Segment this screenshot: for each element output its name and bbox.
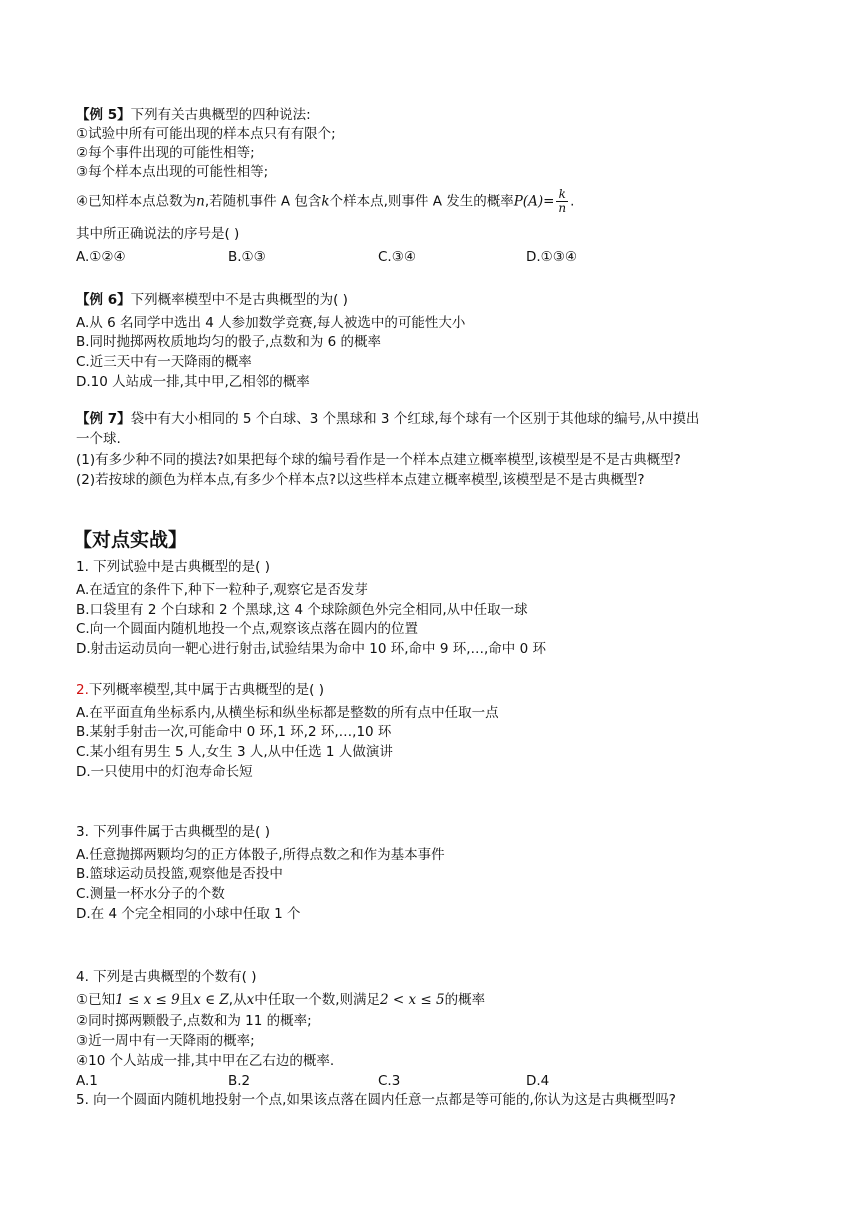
- example-5-title: 【例 5】: [76, 107, 131, 123]
- practice-4-statement-4: ④10 个人站成一排,其中甲在乙右边的概率.: [76, 1053, 335, 1069]
- example-6-intro: 【例 6】下列概率模型中不是古典概型的为( ): [76, 292, 348, 308]
- practice-1-option-c: C.向一个圆面内随机地投一个点,观察该点落在圆内的位置: [76, 621, 419, 637]
- option-d: D.4: [526, 1073, 550, 1089]
- example-5-question: 其中所正确说法的序号是( ): [76, 226, 240, 242]
- option-b: B.①③: [228, 249, 266, 265]
- math-x: x: [246, 992, 255, 1008]
- example-7-title: 【例 7】: [76, 411, 131, 427]
- practice-1-option-a: A.在适宜的条件下,种下一粒种子,观察它是否发芽: [76, 582, 368, 598]
- practice-4-options: [76, 1071, 776, 1091]
- math-n: n: [196, 193, 205, 210]
- option-c: C.③④: [378, 249, 416, 265]
- example-5-statement-2: ②每个事件出现的可能性相等;: [76, 145, 255, 161]
- practice-2-option-b: B.某射手射击一次,可能命中 0 环,1 环,2 环,…,10 环: [76, 724, 392, 740]
- practice-1-stem: 1. 下列试验中是古典概型的是( ): [76, 559, 270, 575]
- math-integer-set: x ∈ Z: [193, 992, 229, 1008]
- math-inequality-range: 1 ≤ x ≤ 9: [115, 992, 180, 1008]
- option-d: D.①③④: [526, 249, 577, 265]
- practice-3-option-d: D.在 4 个完全相同的小球中任取 1 个: [76, 906, 301, 922]
- math-condition: 2 < x ≤ 5: [380, 992, 445, 1008]
- practice-4-statement-3: ③近一周中有一天降雨的概率;: [76, 1033, 255, 1049]
- example-5-intro: 【例 5】下列有关古典概型的四种说法:: [76, 107, 311, 123]
- practice-2-stem: 2.下列概率模型,其中属于古典概型的是( ): [76, 682, 325, 698]
- example-6-title: 【例 6】: [76, 292, 131, 308]
- practice-4-statement-1: ①已知1 ≤ x ≤ 9且x ∈ Z,从x中任取一个数,则满足2 < x ≤ 5的概率: [76, 992, 486, 1008]
- practice-5-stem: 5. 向一个圆面内随机地投射一个点,如果该点落在圆内任意一点都是等可能的,你认为这是古典概型吗?: [76, 1092, 676, 1108]
- example-6-option-a: A.从 6 名同学中选出 4 人参加数学竞赛,每人被选中的可能性大小: [76, 315, 466, 331]
- practice-1-option-d: D.射击运动员向一靶心进行射击,试验结果为命中 10 环,命中 9 环,…,命中 0 环: [76, 641, 546, 657]
- practice-heading: 【对点实战】: [73, 529, 188, 551]
- practice-3-stem: 3. 下列事件属于古典概型的是( ): [76, 824, 270, 840]
- example-7-question-2: (2)若按球的颜色为样本点,有多少个样本点?以这些样本点建立概率模型,该模型是不是古典概型?: [76, 472, 645, 488]
- practice-4-statement-2: ②同时掷两颗骰子,点数和为 11 的概率;: [76, 1013, 312, 1029]
- practice-1-option-b: B.口袋里有 2 个白球和 2 个黑球,这 4 个球除颜色外完全相同,从中任取一球: [76, 602, 528, 618]
- option-c: C.3: [378, 1073, 401, 1089]
- example-6-option-b: B.同时抛掷两枚质地均匀的骰子,点数和为 6 的概率: [76, 334, 382, 350]
- example-5-statement-1: ①试验中所有可能出现的样本点只有有限个;: [76, 126, 336, 142]
- example-7-intro: 【例 7】袋中有大小相同的 5 个白球、3 个黑球和 3 个红球,每个球有一个区别于其他球的编号,从中摸出: [76, 411, 700, 427]
- practice-4-stem: 4. 下列是古典概型的个数有( ): [76, 969, 257, 985]
- practice-2-option-d: D.一只使用中的灯泡寿命长短: [76, 764, 253, 780]
- practice-3-option-c: C.测量一杯水分子的个数: [76, 886, 225, 902]
- practice-2-option-a: A.在平面直角坐标系内,从横坐标和纵坐标都是整数的所有点中任取一点: [76, 705, 499, 721]
- example-5-statement-4: ④已知样本点总数为n,若随机事件 A 包含k个样本点,则事件 A 发生的概率P(A)= $\frac{k}{n}$ .: [76, 187, 575, 215]
- example-5-options: [76, 247, 776, 267]
- practice-3-option-a: A.任意抛掷两颗均匀的正方体骰子,所得点数之和作为基本事件: [76, 847, 445, 863]
- fraction-k-over-n: $\frac{k}{n}$: [558, 187, 567, 215]
- example-6-option-c: C.近三天中有一天降雨的概率: [76, 354, 252, 370]
- math-k: k: [321, 193, 330, 210]
- practice-3-option-b: B.篮球运动员投篮,观察他是否投中: [76, 866, 283, 882]
- example-5-statement-3: ③每个样本点出现的可能性相等;: [76, 164, 269, 180]
- example-7-question-1: (1)有多少种不同的摸法?如果把每个球的编号看作是一个样本点建立概率模型,该模型是不是古典概型?: [76, 452, 681, 468]
- example-7-intro-continued: 一个球.: [76, 431, 121, 447]
- option-b: B.2: [228, 1073, 251, 1089]
- option-a: A.①②④: [76, 249, 126, 265]
- probability-formula: P(A)=: [513, 193, 555, 210]
- example-6-option-d: D.10 人站成一排,其中甲,乙相邻的概率: [76, 374, 310, 390]
- practice-2-option-c: C.某小组有男生 5 人,女生 3 人,从中任选 1 人做演讲: [76, 744, 393, 760]
- option-a: A.1: [76, 1073, 98, 1089]
- practice-2-number: 2.: [76, 682, 89, 698]
